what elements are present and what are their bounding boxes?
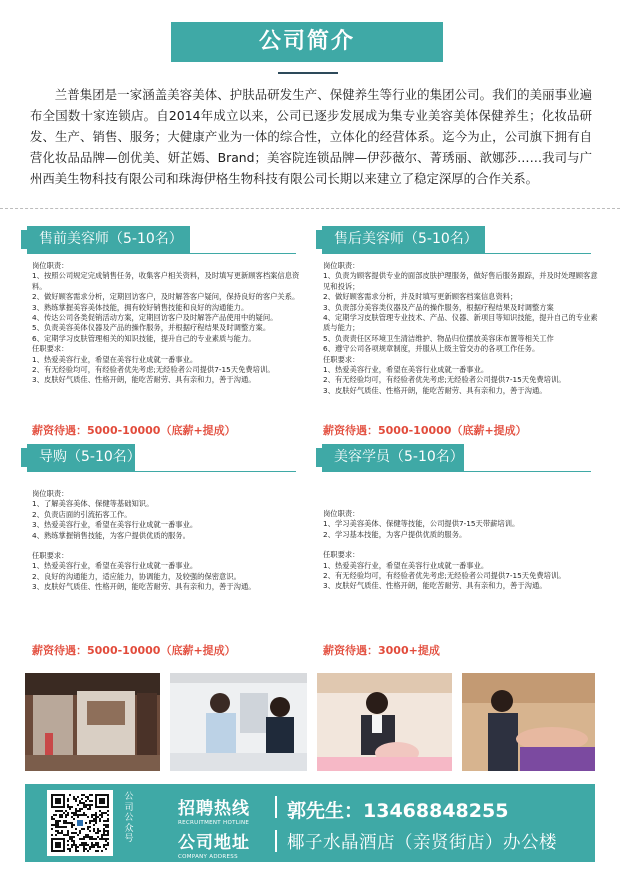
job-line: 2、做好顾客需求分析，并及时填写更新顾客档案信息资料； [323, 292, 518, 302]
job-line: 2、负责店面的引流拓客工作。 [32, 509, 132, 519]
job-underline [322, 471, 591, 472]
job-line: 岗位职责： [32, 261, 69, 270]
salary-trainee: 薪资待遇：3000+提成 [323, 644, 440, 657]
job-title-presale: 售前美容师（5-10名） [27, 226, 190, 253]
staff-service-photo [170, 673, 307, 771]
job-line: 2、有无经验均可，有经验者优先考虑;无经验者公司提供7-15天免费培训。 [323, 375, 566, 385]
job-underline [27, 253, 296, 254]
job-line: 6、定期学习皮肤管理相关的知识技能，提升自己的专业素质与能力。 [32, 333, 256, 343]
address-heading [178, 828, 250, 860]
job-line: 2、良好的沟通能力，适应能力，协调能力，及较强的保密意识。 [32, 571, 241, 581]
job-line: 1、热爱美容行业，希望在美容行业成就一番事业。 [32, 354, 198, 364]
job-line: 2、学习基本技能，为客户提供优质的服务。 [323, 529, 467, 539]
address-label: 公司地址 [178, 833, 250, 853]
salary-shopping-guide: 薪资待遇：5000-10000（底薪+提成） [32, 644, 236, 657]
hotline-heading [178, 794, 250, 826]
job-line: 岗位职责： [323, 261, 360, 270]
job-line: 1、了解美容美体、保健等基础知识。 [32, 499, 154, 509]
job-title-trainee: 美容学员（5-10名） [322, 444, 464, 471]
job-line: 2、有无经验均可，有经验者优先考虑;无经验者公司提供7-15天免费培训。 [32, 365, 275, 375]
company-address: 椰子水晶酒店（亲贤街店）办公楼 [287, 833, 557, 853]
job-line: 6、遵守公司各项规章制度，并服从上级主管交办的各项工作任务。 [323, 344, 540, 354]
title-underline [278, 72, 338, 74]
footer-separator [275, 830, 277, 852]
job-line: 4、传达公司各类促销活动方案，定期回访客户及时解答产品使用中的疑问。 [32, 313, 278, 323]
job-line: 5、负责责任区环境卫生清洁维护、物品归位摆放美容床布置等相关工作 [323, 333, 554, 343]
section-divider [0, 208, 620, 209]
job-line: 任职要求： [323, 550, 360, 560]
job-line: 1、热爱美容行业，希望在美容行业成就一番事业。 [323, 560, 489, 570]
job-line: 3、皮肤好气质佳、性格开朗，能吃苦耐劳、具有亲和力，善于沟通。 [32, 375, 256, 385]
store-lobby-photo [25, 673, 160, 771]
job-underline [322, 253, 591, 254]
photo-strip [25, 673, 595, 771]
job-line: 3、热爱美容行业，希望在美容行业成就一番事业。 [32, 520, 198, 530]
job-underline [27, 471, 296, 472]
hotline-label-en: RECRUITMENT HOTLINE [178, 820, 250, 826]
qr-code-icon[interactable] [47, 790, 113, 856]
contact-phone[interactable]: 郭先生：13468848255 [287, 800, 509, 822]
facial-treatment-photo [317, 673, 452, 771]
job-line: 1、按照公司规定完成销售任务，收集客户相关资料，及时填写更新顾客档案信息资料。 [32, 271, 300, 291]
address-label-en: COMPANY ADDRESS [178, 854, 238, 860]
job-line: 3、皮肤好气质佳、性格开朗，能吃苦耐劳、具有亲和力，善于沟通。 [323, 581, 547, 591]
job-line: 4、熟练掌握销售技能，为客户提供优质的服务。 [32, 530, 190, 540]
job-line: 3、负责部分美容类仪器及产品的操作服务，根据疗程结果及时调整方案 [323, 302, 554, 312]
job-line: 岗位职责： [323, 509, 360, 518]
job-line: 3、皮肤好气质佳、性格开朗，能吃苦耐劳、具有亲和力，善于沟通。 [323, 385, 547, 395]
job-title-aftersale: 售后美容师（5-10名） [322, 226, 485, 253]
job-line: 任职要求： [32, 344, 69, 354]
job-line: 4、定期学习皮肤管理专业技术、产品、仪器、新项目等知识技能，提升自己的专业素质与能力； [323, 313, 598, 333]
massage-treatment-photo [462, 673, 595, 771]
job-description-presale [32, 261, 304, 386]
job-title-shopping-guide: 导购（5-10名） [27, 444, 135, 471]
page-title: 公司简介 [171, 22, 443, 62]
job-line: 岗位职责： [32, 489, 69, 498]
job-line: 2、做好顾客需求分析，定期回访客户，及时解答客户疑问，保持良好的客户关系。 [32, 292, 300, 302]
job-line: 任职要求： [323, 354, 360, 364]
job-line: 3、熟练掌握美容美体技能，拥有较好销售技能和良好的沟通能力。 [32, 302, 249, 312]
job-line: 任职要求： [32, 551, 69, 561]
company-intro: 兰普集团是一家涵盖美容美体、护肤品研发生产、保健养生等行业的集团公司。我们的美丽事业遍布全国数十家连锁店。自2014年成立以来，公司已逐步发展成为集专业美容美体保健养生；化妆品研发、生产、销售、服务；大健康产业为一体的综合性，立体化的经营体系。迄今为止，公司旗下拥有自营化妆品品牌—创优美、妍芷嫣、Brand；美容院连锁品牌—伊莎薇尔、菁琇丽、歆娜莎……我司与广州西美生物科技有限公司和珠海伊格生物科技有限公司长期以来建立了稳定深厚的合作关系。 [30, 87, 592, 186]
job-line: 5、负责美容美体仪器及产品的操作服务，并根据疗程结果及时调整方案。 [32, 323, 271, 333]
job-line: 1、热爱美容行业，希望在美容行业成就一番事业。 [323, 365, 489, 375]
job-line: 1、负责为顾客提供专业的面部皮肤护理服务，做好售后服务跟踪，并及时处理顾客意见和投诉； [323, 271, 598, 291]
job-description-aftersale [323, 261, 600, 396]
job-line: 3、皮肤好气质佳、性格开朗，能吃苦耐劳、具有亲和力，善于沟通。 [32, 582, 256, 592]
salary-aftersale: 薪资待遇：5000-10000（底薪+提成） [323, 424, 527, 437]
salary-presale: 薪资待遇：5000-10000（底薪+提成） [32, 424, 236, 437]
qr-label: 公司公众号 [124, 792, 134, 844]
job-description-shopping-guide [32, 489, 302, 593]
footer [25, 784, 595, 862]
hotline-label: 招聘热线 [178, 799, 250, 819]
footer-separator [275, 796, 277, 818]
line-gap [32, 541, 302, 551]
job-description-trainee [323, 509, 600, 592]
job-line: 2、有无经验均可，有经验者优先考虑;无经验者公司提供7-15天免费培训。 [323, 571, 566, 581]
job-line: 1、学习美容美体、保健等技能，公司提供7-15天带薪培训。 [323, 519, 520, 529]
line-gap [323, 540, 600, 550]
job-line: 1、热爱美容行业，希望在美容行业成就一番事业。 [32, 561, 198, 571]
